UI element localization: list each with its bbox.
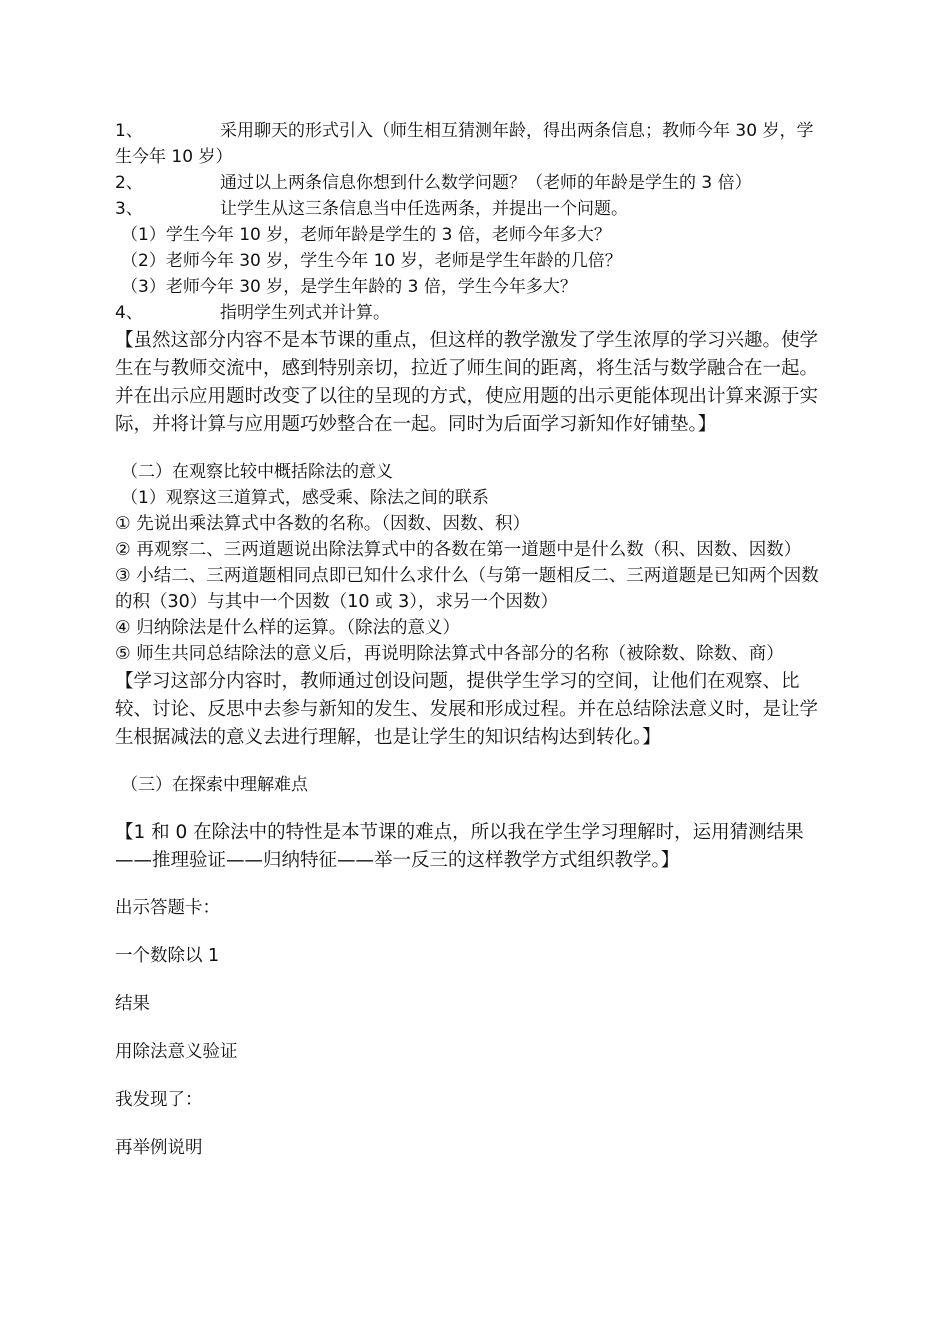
step-text: 指明学生列式并计算。 [220, 303, 390, 323]
answer-card [115, 895, 830, 1161]
step-text: 让学生从这三条信息当中任选两条，并提出一个问题。 [220, 199, 628, 219]
step-number: 2、 [115, 173, 143, 193]
section-2-item-5: ⑤ 师生共同总结除法的意义后，再说明除法算式中各部分的名称（被除数、除数、商） [115, 644, 784, 664]
step-2 [115, 170, 830, 196]
teaching-note-2: 【学习这部分内容时，教师通过创设问题，提供学生学习的空间，让他们在观察、比较、讨论、反思中去参与新知的发生、发展和形成过程。并在总结除法意义时，是让学生根据减法的意义去进行理解，也是让学生的知识结构达到转化。】 [115, 671, 819, 748]
step-text: 采用聊天的形式引入（师生相互猜测年龄，得出两条信息；教师今年 30 岁，学生今年 10 岁） [115, 121, 814, 167]
section-2-item-4: ④ 归纳除法是什么样的运算。（除法的意义） [115, 618, 460, 638]
section-2-item-1: ① 先说出乘法算式中各数的名称。（因数、因数、积） [115, 514, 530, 534]
question-3: （3）老师今年 30 岁，是学生年龄的 3 倍，学生今年多大？ [121, 277, 577, 297]
step-text: 通过以上两条信息你想到什么数学问题？（老师的年龄是学生的 3 倍） [220, 173, 752, 193]
teaching-note-1: 【虽然这部分内容不是本节课的重点，但这样的教学激发了学生浓厚的学习兴趣。使学生在与教师交流中，感到特别亲切，拉近了师生间的距离，将生活与数学融合在一起。并在出示应用题时改变了以往的呈现的方式，使应用题的出示更能体现出计算来源于实际，并将计算与应用题巧妙整合在一起。同时为后面学习新知作好铺垫。】 [115, 330, 819, 435]
step-number: 4、 [115, 303, 143, 323]
step-number: 3、 [115, 199, 143, 219]
question-1: （1）学生今年 10 岁，老师年龄是学生的 3 倍，老师今年多大？ [121, 225, 611, 245]
section-2-item-3: ③ 小结二、三两道题相同点即已知什么求什么（与第一题相反二、三两道题是已知两个因数的积（30）与其中一个因数（10 或 3），求另一个因数） [115, 566, 819, 612]
card-line: 再举例说明 [115, 1138, 203, 1158]
section-2-subtitle: （1）观察这三道算式，感受乘、除法之间的联系 [121, 488, 489, 508]
card-line: 结果 [115, 994, 150, 1014]
section-2-title: （二）在观察比较中概括除法的意义 [121, 462, 393, 482]
question-2: （2）老师今年 30 岁，学生今年 10 岁，老师是学生年龄的几倍？ [121, 251, 622, 271]
teaching-note-3: 【1 和 0 在除法中的特性是本节课的难点，所以我在学生学习理解时，运用猜测结果——推理验证——归纳特征——举一反三的这样教学方式组织教学。】 [115, 822, 804, 871]
step-4 [115, 300, 830, 326]
document-body [115, 118, 830, 1161]
step-1 [115, 118, 830, 170]
section-2-item-2: ② 再观察二、三两道题说出除法算式中的各数在第一道题中是什么数（积、因数、因数） [115, 540, 802, 560]
step-number: 1、 [115, 121, 143, 141]
card-heading: 出示答题卡： [115, 898, 220, 918]
card-line: 用除法意义验证 [115, 1042, 238, 1062]
step-3 [115, 196, 830, 222]
section-3-title: （三）在探索中理解难点 [121, 775, 308, 795]
card-line: 一个数除以 1 [115, 946, 220, 966]
card-line: 我发现了： [115, 1090, 203, 1110]
